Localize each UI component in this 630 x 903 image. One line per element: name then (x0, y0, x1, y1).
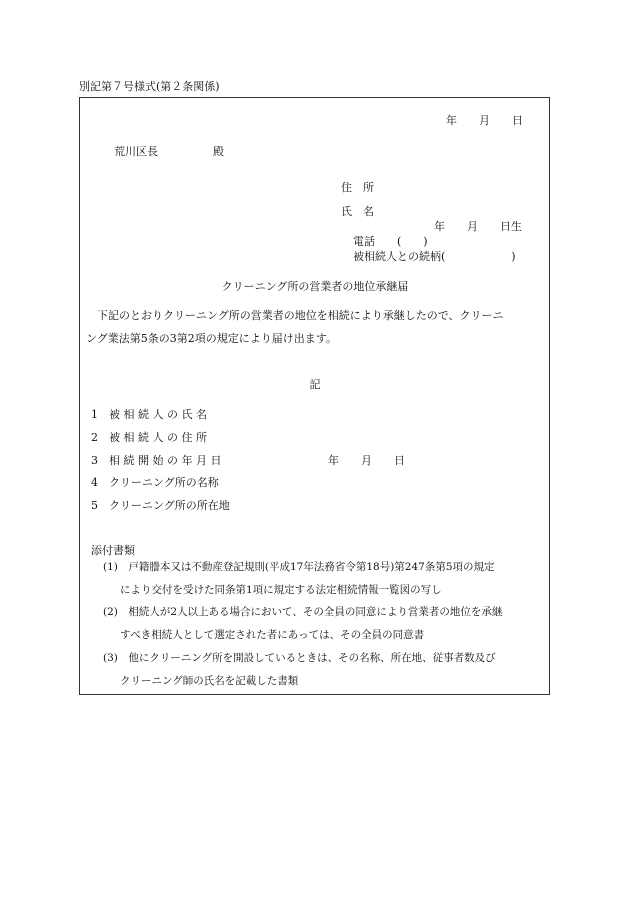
ki-heading: 記 (309, 378, 321, 391)
attachment-2-line-1: (2) 相続人が2人以上ある場合において、その全員の同意により営業者の地位を承継 (103, 606, 503, 618)
birth-date-line[interactable]: 年 月 日生 (434, 220, 522, 233)
attachment-1-line-2: により交付を受けた同条第1項に規定する法定相続情報一覧図の写し (120, 584, 442, 596)
item-decedent-name: 1 被 相 続 人 の 氏 名 (91, 408, 207, 421)
item-decedent-address: 2 被 相 続 人 の 住 所 (91, 431, 207, 444)
addressee: 荒川区長 殿 (114, 145, 224, 158)
attachment-3-line-2: クリーニング師の氏名を記載した書類 (120, 675, 299, 687)
attachment-1-line-1: (1) 戸籍謄本又は不動産登記規則(平成17年法務省令第18号)第247条第5項の規定 (103, 561, 495, 573)
inheritance-date-field[interactable]: 年 月 日 (328, 454, 405, 467)
item-shop-name: 4 クリーニング所の名称 (91, 476, 219, 489)
address-label: 住 所 (341, 181, 374, 194)
date-line[interactable]: 年 月 日 (446, 114, 523, 127)
document-title: クリーニング所の営業者の地位承継届 (221, 280, 409, 293)
attachment-3-line-1: (3) 他にクリーニング所を開設しているときは、その名称、所在地、従事者数及び (103, 652, 496, 664)
name-label: 氏 名 (341, 205, 374, 218)
relation-line[interactable]: 被相続人との続柄( ) (353, 250, 516, 263)
item-shop-location: 5 クリーニング所の所在地 (91, 499, 230, 512)
body-text-line-2: ング業法第5条の3第2項の規定により届け出ます。 (86, 332, 337, 345)
form-number-label: 別記第７号様式(第２条関係) (79, 80, 220, 93)
body-text-line-1: 下記のとおりクリーニング所の営業者の地位を相続により承継したので、クリーニ (86, 309, 504, 322)
attachments-heading: 添付書類 (91, 544, 135, 557)
phone-line[interactable]: 電話 ( ) (353, 235, 428, 248)
item-inheritance-date: 3 相 続 開 始 の 年 月 日 (91, 454, 222, 467)
attachment-2-line-2: すべき相続人として選定された者にあっては、その全員の同意書 (120, 629, 425, 641)
